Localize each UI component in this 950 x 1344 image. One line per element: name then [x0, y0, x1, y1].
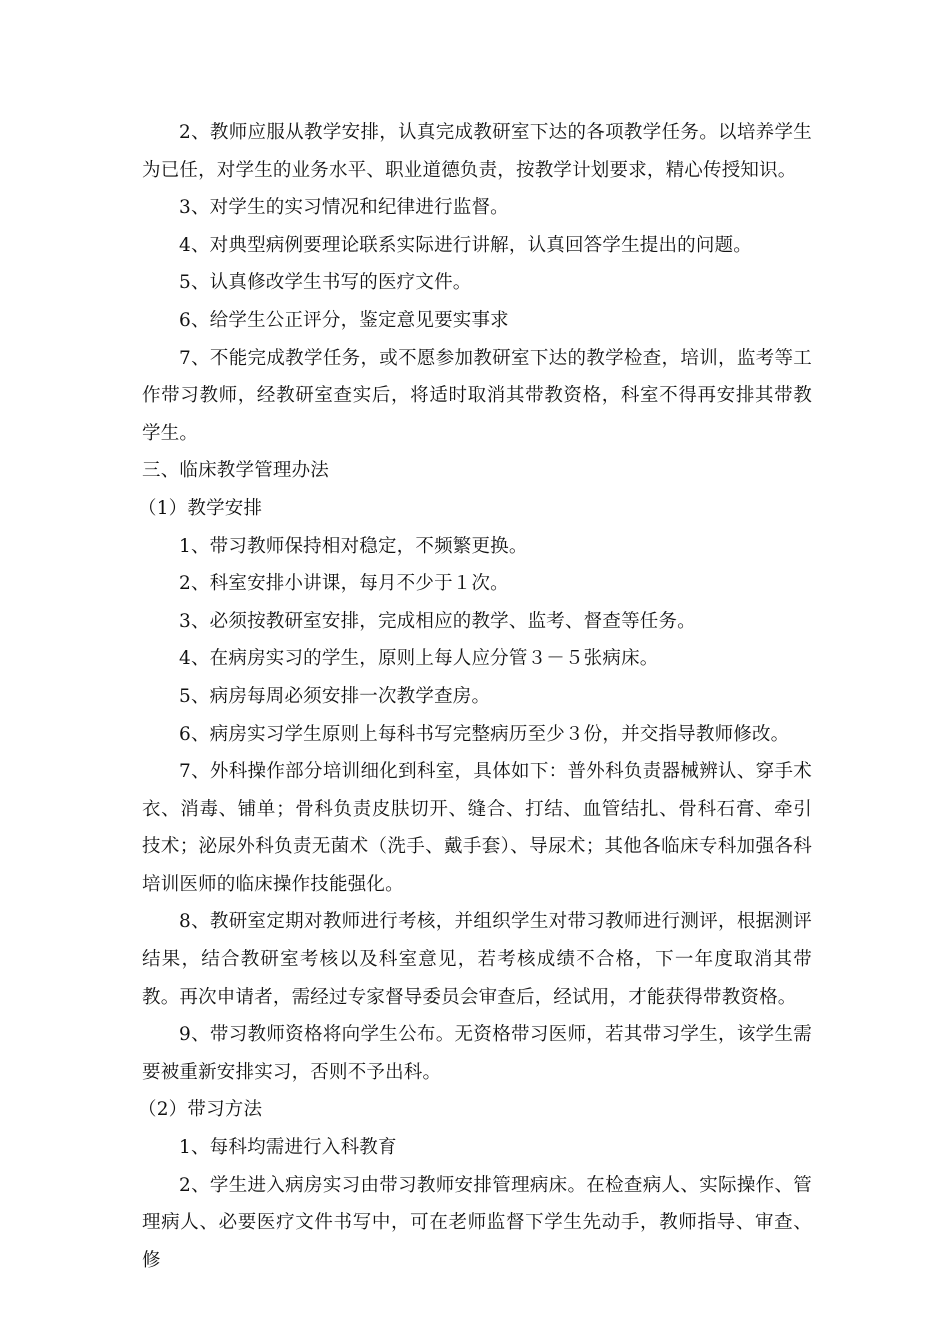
paragraph-follow-arrangement: 3、必须按教研室安排，完成相应的教学、监考、督查等任务。: [179, 610, 696, 632]
paragraph-ward-management: 2、学生进入病房实习由带习教师安排管理病床。在检查病人、实际操作、管理病人、必要医疗文件书写中，可在老师监督下学生先动手，教师指导、审查、修: [142, 1174, 812, 1271]
paragraph-teacher-assessment: 8、教研室定期对教师进行考核，并组织学生对带习教师进行测评，根据测评结果，结合教研室考核以及科室意见，若考核成绩不合格，下一年度取消其带教。再次申请者，需经过专家督导委员会审查后，经试用，才能获得带教资格。: [142, 911, 812, 1008]
paragraph-small-lectures: 2、科室安排小讲课，每月不少于１次。: [179, 573, 509, 595]
document-body: [138, 114, 812, 1279]
paragraph-medical-records: 6、病房实习学生原则上每科书写完整病历至少３份，并交指导教师修改。: [179, 723, 790, 745]
paragraph-stable-teachers: 1、带习教师保持相对稳定，不频繁更换。: [179, 535, 528, 557]
section-heading-clinical-management: 三、临床教学管理办法: [142, 460, 330, 482]
subsection-heading-teaching-methods: （2）带习方法: [138, 1099, 263, 1121]
paragraph-teaching-tasks: 2、教师应服从教学安排，认真完成教研室下达的各项教学任务。以培养学生为已任，对学生的业务水平、职业道德负责，按教学计划要求，精心传授知识。: [142, 122, 812, 181]
paragraph-typical-cases: 4、对典型病例要理论联系实际进行讲解，认真回答学生提出的问题。: [179, 234, 752, 256]
paragraph-weekly-rounds: 5、病房每周必须安排一次教学查房。: [179, 685, 491, 707]
paragraph-fair-grading: 6、给学生公正评分，鉴定意见要实事求: [179, 309, 509, 331]
paragraph-revise-documents: 5、认真修改学生书写的医疗文件。: [179, 272, 472, 294]
paragraph-supervise-discipline: 3、对学生的实习情况和纪律进行监督。: [179, 197, 509, 219]
paragraph-cancel-qualification: 7、不能完成教学任务，或不愿参加教研室下达的教学检查，培训，监考等工作带习教师，经教研室查实后，将适时取消其带教资格，科室不得再安排其带教学生。: [142, 347, 812, 444]
subsection-heading-teaching-arrangement: （1）教学安排: [138, 497, 263, 519]
paragraph-qualification-public: 9、带习教师资格将向学生公布。无资格带习医师，若其带习学生，该学生需要被重新安排实习，否则不予出科。: [142, 1024, 812, 1083]
paragraph-entry-education: 1、每科均需进行入科教育: [179, 1137, 397, 1159]
paragraph-bed-allocation: 4、在病房实习的学生，原则上每人应分管３－５张病床。: [179, 648, 659, 670]
paragraph-surgical-training: 7、外科操作部分培训细化到科室，具体如下：普外科负责器械辨认、穿手术衣、消毒、铺单；骨科负责皮肤切开、缝合、打结、血管结扎、骨科石膏、牵引技术；泌尿外科负责无菌术（洗手、戴手套）、导尿术；其他各临床专科加强各科培训医师的临床操作技能强化。: [142, 761, 812, 895]
